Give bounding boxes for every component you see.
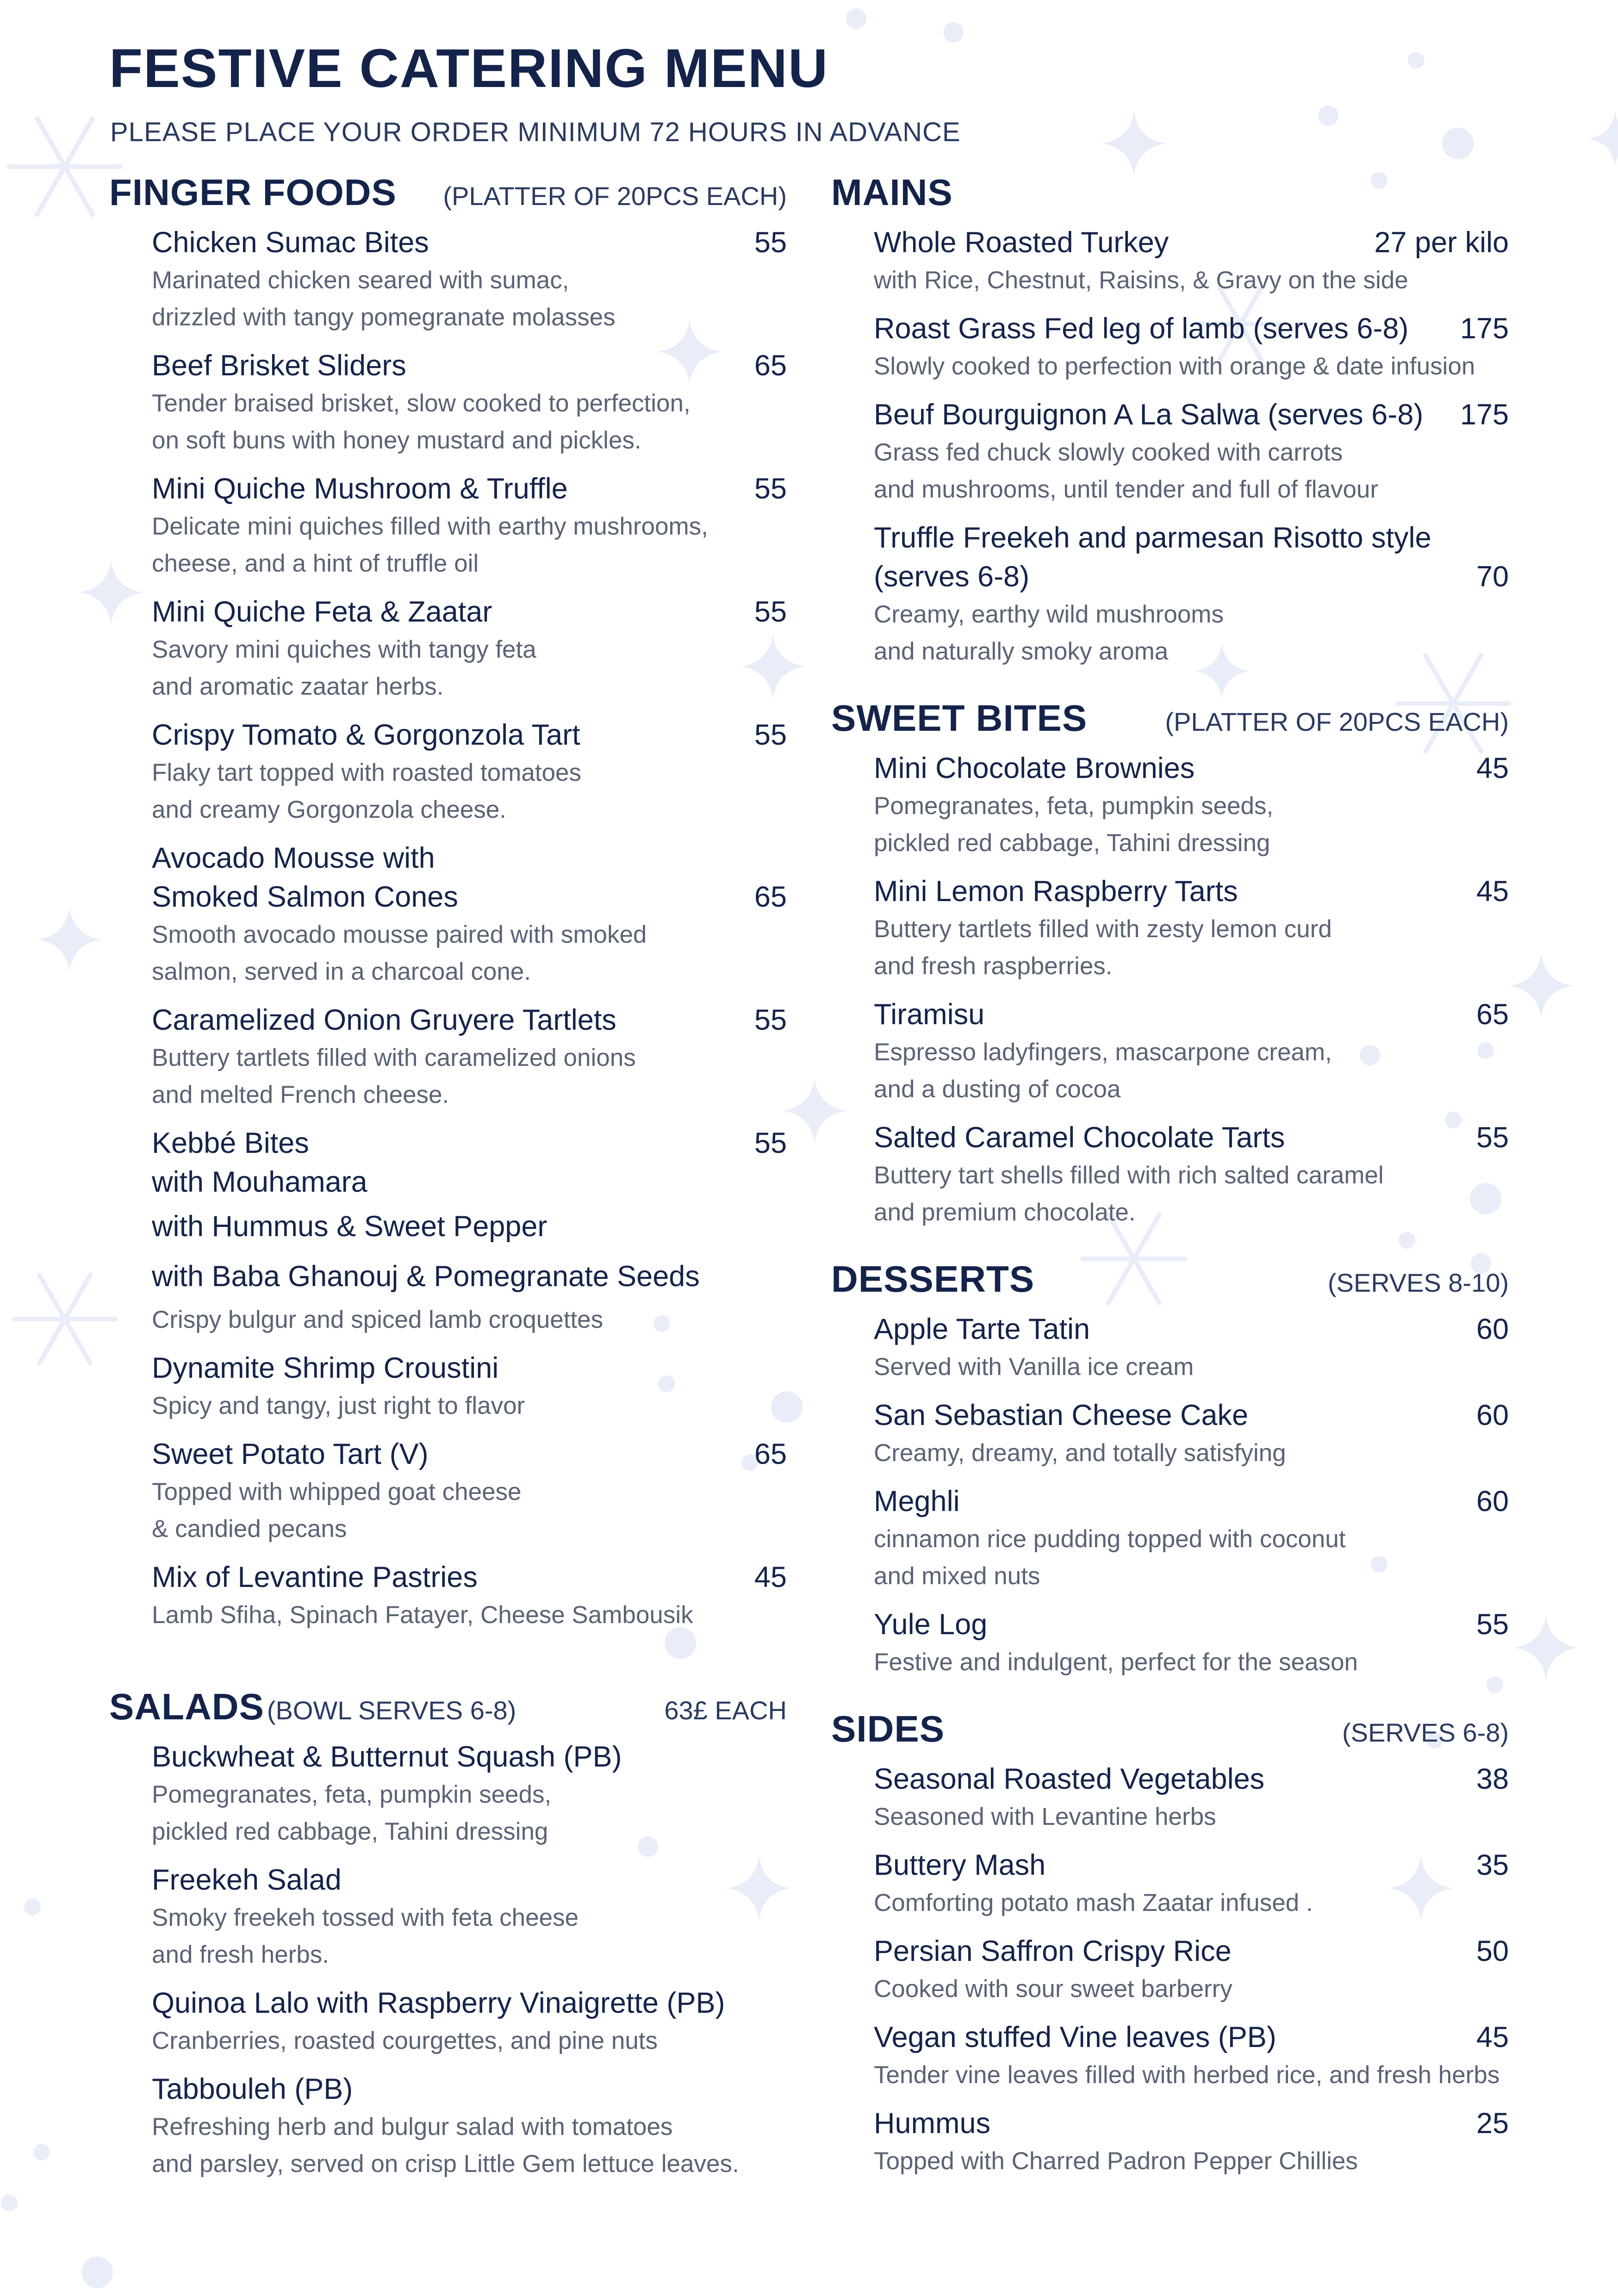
item-desc: Crispy bulgur and spiced lamb croquettes [152,1306,604,1333]
menu-item [152,1349,787,1425]
sweet-bites-header [831,697,1509,740]
item-desc: and fresh herbs. [152,1941,330,1968]
section-title: DESSERTS [831,1258,1035,1300]
item-desc: Topped with Charred Padron Pepper Chillies [874,2147,1358,2175]
item-name: Mini Chocolate Brownies [874,752,1195,784]
item-price: 55 [754,596,787,628]
item-desc: Refreshing herb and bulgur salad with tomatoes [152,2113,673,2140]
item-name: Smoked Salmon Cones [152,881,458,913]
item-variant: with Baba Ghanouj & Pomegranate Seeds [152,1260,700,1293]
item-desc: and parsley, served on crisp Little Gem lettuce leaves. [152,2150,739,2178]
sides-header [831,1708,1509,1750]
item-price: 55 [754,719,787,751]
section-note: (BOWL SERVES 6-8) [267,1696,517,1725]
menu-item [874,1605,1509,1681]
menu-item [152,1558,787,1634]
menu-item [152,469,787,582]
item-desc: Buttery tart shells filled with rich salted caramel [874,1162,1384,1189]
item-desc: Tender vine leaves filled with herbed rice, and fresh herbs [874,2061,1500,2089]
item-name: Crispy Tomato & Gorgonzola Tart [152,719,580,751]
item-name: Yule Log [874,1608,988,1641]
item-desc: and aromatic zaatar herbs. [152,673,444,700]
item-desc: Creamy, dreamy, and totally satisfying [874,1439,1286,1467]
menu-item [874,1932,1509,2008]
item-desc: Buttery tartlets filled with zesty lemon curd [874,915,1332,943]
item-price: 55 [1476,1608,1509,1641]
item-price: 45 [1476,875,1509,908]
item-price: 50 [1476,1935,1509,1967]
item-name: Seasonal Roasted Vegetables [874,1763,1265,1795]
section-price-note: 63£ EACH [664,1696,787,1725]
menu-item [152,223,787,336]
item-name: San Sebastian Cheese Cake [874,1399,1249,1431]
item-price: 55 [754,226,787,259]
item-name: Tiramisu [874,998,985,1031]
item-name: Persian Saffron Crispy Rice [874,1935,1232,1967]
item-name: Beef Brisket Sliders [152,349,406,382]
item-price: 60 [1476,1313,1509,1345]
item-desc: Smoky freekeh tossed with feta cheese [152,1904,579,1931]
menu-item [874,749,1509,862]
item-desc: cinnamon rice pudding topped with coconut [874,1525,1346,1553]
item-name: Caramelized Onion Gruyere Tartlets [152,1004,616,1036]
menu-item [152,592,787,705]
item-price: 65 [754,1438,787,1470]
item-name: Beuf Bourguignon A La Salwa (serves 6-8) [874,398,1424,431]
item-price: 27 per kilo [1374,226,1509,259]
item-name: Whole Roasted Turkey [874,226,1169,259]
item-price: 60 [1476,1399,1509,1431]
section-note: (SERVES 8-10) [1327,1268,1509,1297]
item-desc: salmon, served in a charcoal cone. [152,958,531,985]
salads-header [109,1686,787,1728]
item-price: 65 [754,881,787,913]
item-name: Dynamite Shrimp Croustini [152,1352,499,1384]
item-price: 55 [754,1127,787,1159]
item-price: 45 [1476,752,1509,784]
item-name: Vegan stuffed Vine leaves (PB) [874,2021,1276,2053]
item-desc: Seasoned with Levantine herbs [874,1803,1216,1830]
item-price: 175 [1460,398,1509,431]
item-name: Quinoa Lalo with Raspberry Vinaigrette (PB) [152,1987,725,2019]
right-column [831,171,1509,2190]
item-price: 35 [1476,1849,1509,1881]
item-desc: drizzled with tangy pomegranate molasses [152,304,616,331]
item-name: Buckwheat & Butternut Squash (PB) [152,1741,622,1773]
item-desc: Flaky tart topped with roasted tomatoes [152,759,581,786]
item-desc: and melted French cheese. [152,1081,449,1108]
menu-item [874,1482,1509,1595]
item-name: Tabbouleh (PB) [152,2073,353,2105]
menu-item [152,346,787,459]
menu-item [874,872,1509,985]
item-price: 55 [1476,1121,1509,1154]
item-price: 45 [754,1561,787,1593]
item-name: Meghli [874,1485,960,1518]
item-desc: Served with Vanilla ice cream [874,1353,1194,1381]
item-price: 65 [1476,998,1509,1031]
item-name: Avocado Mousse with [152,842,435,874]
item-desc: and creamy Gorgonzola cheese. [152,796,506,823]
menu-item [152,2070,787,2183]
item-variant: with Mouhamara [152,1166,367,1198]
item-desc: Cranberries, roasted courgettes, and pine nuts [152,2027,658,2054]
item-desc: Spicy and tangy, just right to flavor [152,1392,525,1419]
item-name: (serves 6-8) [874,560,1030,593]
menu-item [874,223,1509,299]
item-name: Chicken Sumac Bites [152,226,429,259]
item-desc: Cooked with sour sweet barberry [874,1975,1232,2003]
item-desc: Lamb Sfiha, Spinach Fatayer, Cheese Sambousik [152,1601,693,1629]
item-desc: with Rice, Chestnut, Raisins, & Gravy on the side [874,267,1408,294]
menu-item [874,2018,1509,2094]
item-price: 70 [1476,560,1509,593]
item-price: 55 [754,1004,787,1036]
item-name: Sweet Potato Tart (V) [152,1438,429,1470]
section-note: (PLATTER OF 20PCS EACH) [1165,707,1509,736]
menu-item [874,395,1509,508]
item-desc: and a dusting of cocoa [874,1076,1121,1103]
section-title: FINGER FOODS [109,172,397,213]
page-subtitle: PLEASE PLACE YOUR ORDER MINIMUM 72 HOURS IN ADVANCE [110,117,961,147]
item-price: 55 [754,473,787,505]
menu-item [874,309,1509,385]
item-name: Roast Grass Fed leg of lamb (serves 6-8) [874,312,1409,345]
item-desc: pickled red cabbage, Tahini dressing [874,829,1270,857]
menu-item [874,1310,1509,1386]
item-desc: on soft buns with honey mustard and pickles. [152,427,641,454]
menu-item [152,1435,787,1548]
item-desc: Topped with whipped goat cheese [152,1478,522,1506]
item-desc: Pomegranates, feta, pumpkin seeds, [152,1781,552,1808]
item-desc: & candied pecans [152,1515,347,1543]
item-desc: Espresso ladyfingers, mascarpone cream, [874,1039,1332,1066]
menu-item [152,1124,787,1338]
item-desc: and fresh raspberries. [874,952,1113,980]
item-variant: with Hummus & Sweet Pepper [152,1210,548,1243]
item-price: 25 [1476,2107,1509,2140]
item-name: Apple Tarte Tatin [874,1313,1090,1345]
item-desc: and premium chocolate. [874,1199,1136,1226]
item-desc: Grass fed chuck slowly cooked with carrots [874,439,1343,466]
item-name: Kebbé Bites [152,1127,309,1159]
menu-item [874,2104,1509,2180]
item-name: Truffle Freekeh and parmesan Risotto style [874,522,1431,554]
section-note: (SERVES 6-8) [1342,1718,1509,1747]
item-name: Mix of Levantine Pastries [152,1561,478,1593]
item-name: Mini Quiche Feta & Zaatar [152,596,492,628]
item-desc: Slowly cooked to perfection with orange & date infusion [874,353,1475,380]
section-title: SIDES [831,1708,945,1749]
item-name: Mini Lemon Raspberry Tarts [874,875,1238,908]
item-price: 45 [1476,2021,1509,2053]
item-name: Hummus [874,2107,991,2140]
menu-item [874,1846,1509,1922]
item-name: Mini Quiche Mushroom & Truffle [152,473,568,505]
item-desc: Creamy, earthy wild mushrooms [874,601,1224,628]
menu-item [152,1984,787,2060]
menu-item [874,1396,1509,1472]
item-desc: Smooth avocado mousse paired with smoked [152,921,647,948]
item-desc: Tender braised brisket, slow cooked to perfection, [152,390,691,417]
item-price: 38 [1476,1763,1509,1795]
item-name: Freekeh Salad [152,1864,342,1896]
item-desc: cheese, and a hint of truffle oil [152,550,479,577]
left-column [109,171,787,2193]
section-note: (PLATTER OF 20PCS EACH) [443,181,787,211]
menu-item [152,839,787,990]
finger-foods-header [109,171,787,214]
item-name: Buttery Mash [874,1849,1046,1881]
menu-item [152,1860,787,1973]
item-price: 65 [754,349,787,382]
item-desc: and mixed nuts [874,1562,1040,1590]
item-name: Salted Caramel Chocolate Tarts [874,1121,1285,1154]
menu-item [152,1001,787,1114]
section-title: SWEET BITES [831,697,1088,739]
menu-item [874,1118,1509,1231]
item-desc: Pomegranates, feta, pumpkin seeds, [874,792,1274,820]
section-title: SALADS [109,1686,264,1727]
menu-item [152,716,787,828]
item-desc: Buttery tartlets filled with caramelized onions [152,1044,636,1071]
menu-item [874,995,1509,1108]
item-desc: pickled red cabbage, Tahini dressing [152,1818,548,1845]
item-desc: Marinated chicken seared with sumac, [152,267,569,294]
item-desc: and mushrooms, until tender and full of flavour [874,476,1379,503]
item-desc: and naturally smoky aroma [874,638,1169,665]
menu-item [152,1737,787,1850]
menu-item [874,518,1509,670]
item-price: 175 [1460,312,1509,345]
item-desc: Savory mini quiches with tangy feta [152,636,536,663]
menu-item [874,1760,1509,1836]
page-title: FESTIVE CATERING MENU [109,38,829,99]
item-desc: Delicate mini quiches filled with earthy mushrooms, [152,513,708,540]
desserts-header [831,1258,1509,1300]
item-desc: Comforting potato mash Zaatar infused . [874,1889,1313,1916]
item-desc: Festive and indulgent, perfect for the season [874,1649,1358,1676]
section-title: MAINS [831,172,953,213]
mains-header [831,171,1509,214]
item-price: 60 [1476,1485,1509,1518]
